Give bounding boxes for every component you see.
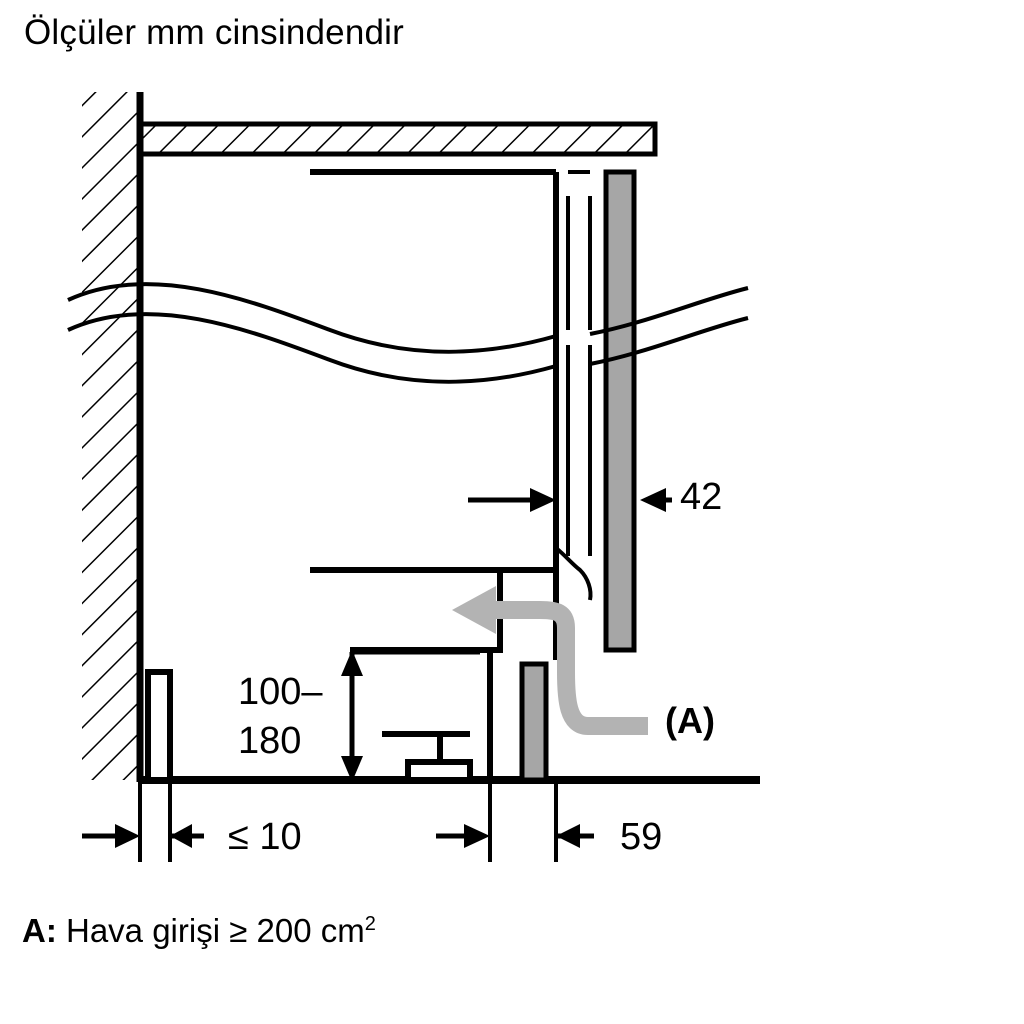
skirting-block [148, 672, 170, 780]
page-title: Ölçüler mm cinsindendir [24, 13, 404, 52]
break-line-icon [68, 284, 748, 382]
leveling-foot-icon [382, 734, 470, 780]
vent-block [522, 664, 546, 780]
dimension-label-42: 42 [680, 476, 723, 518]
dimension-label-gap-max: ≤ 10 [228, 816, 302, 858]
hatched-wall-icon [82, 92, 140, 782]
appliance-bottom-contour [556, 548, 591, 600]
footnote [22, 914, 376, 947]
footnote-superscript: 2 [364, 913, 376, 935]
airflow-label: (A) [665, 700, 715, 741]
dimension-bottom-row [82, 824, 594, 848]
dimension-label-height-max: 180 [238, 720, 302, 762]
dimension-label-height-min: 100– [238, 671, 323, 713]
footnote-prefix: A: [22, 912, 57, 949]
door-panel [606, 172, 634, 650]
footnote-text: Hava girişi ≥ 200 cm [56, 912, 365, 949]
dimension-label-59: 59 [620, 816, 663, 858]
hatched-ceiling-icon [140, 124, 655, 154]
witness-lines [140, 780, 556, 862]
